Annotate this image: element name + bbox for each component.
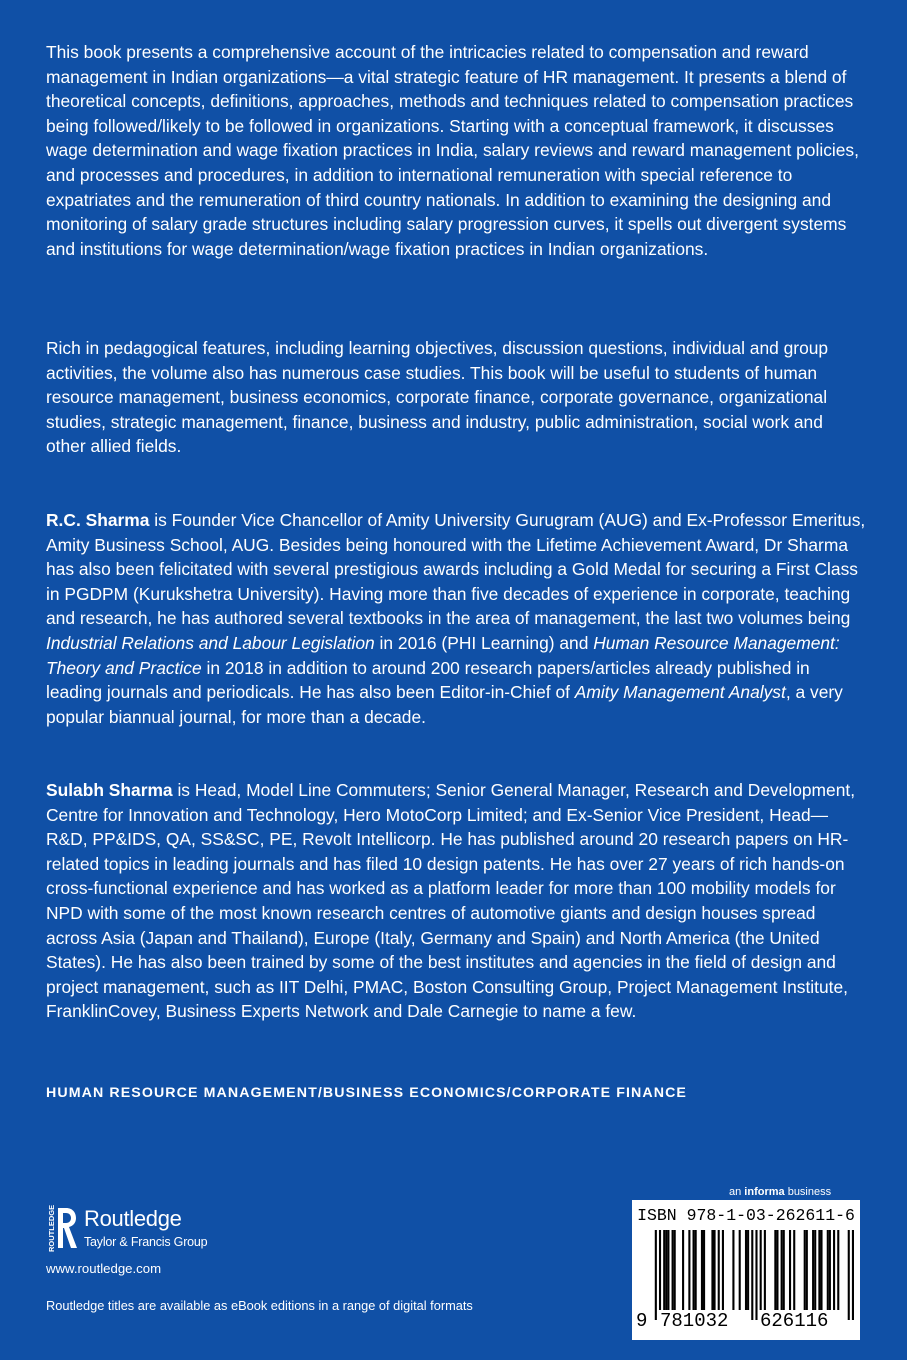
description-paragraph-1: This book presents a comprehensive account of the intricacies related to compensation and reward management in Indian organizations—a vital strategic feature of HR management. It presents a blend of theoretical concepts, definitions, approaches, methods and techniques related to compensation practices being followed/likely to be followed in organizations. Starting with a conceptual framework, it discusses wage determination and wage fixation practices in India, salary reviews and reward management policies, and processes and procedures, in addition to international remuneration with special reference to expatriates and the remuneration of third country nationals. In addition to examining the designing and monitoring of salary grade structures including salary progression curves, it spells out divergent systems and institutions for wage determination/wage fixation practices in Indian organizations. bbox=[46, 42, 859, 259]
author-name: R.C. Sharma bbox=[46, 510, 150, 530]
barcode-bar bbox=[760, 1230, 762, 1310]
bio-text: , a very popular biannual journal, for more than a decade. bbox=[46, 682, 843, 727]
barcode-bar bbox=[663, 1230, 665, 1310]
author-bio-rc-sharma bbox=[46, 508, 866, 729]
barcode-bar bbox=[755, 1230, 757, 1320]
isbn-label: ISBN 978-1-03-262611-6 bbox=[637, 1206, 855, 1225]
barcode-bar bbox=[688, 1230, 690, 1310]
barcode-bar bbox=[682, 1230, 684, 1310]
barcode-bar bbox=[718, 1230, 720, 1310]
barcode-bar bbox=[732, 1230, 734, 1310]
barcode-bar bbox=[711, 1230, 713, 1310]
barcode-bar bbox=[714, 1230, 716, 1310]
routledge-r-icon bbox=[44, 1204, 78, 1254]
barcode-bars bbox=[638, 1230, 854, 1320]
bio-text: in 2018 in addition to around 200 research papers/articles already published in leading journals and periodicals. He has also been Editor-in-Chief of bbox=[46, 657, 810, 703]
barcode-bar bbox=[812, 1230, 814, 1310]
barcode-digit-first: 9 bbox=[636, 1310, 648, 1332]
description-paragraph-2: Rich in pedagogical features, including learning objectives, discussion questions, individual and group activities, the volume also has numerous case studies. This book will be useful to students of human resource management, business economics, corporate finance, corporate governance, organizational studies, strategic management, finance, business and industry, public administration, social work and other allied fields. bbox=[46, 338, 829, 457]
informa-prefix: an bbox=[729, 1186, 745, 1198]
barcode-bar bbox=[814, 1230, 816, 1310]
subject-categories: HUMAN RESOURCE MANAGEMENT/BUSINESS ECONOMICS/CORPORATE FINANCE bbox=[46, 1085, 687, 1101]
barcode-bar bbox=[693, 1230, 695, 1310]
barcode-bar bbox=[827, 1230, 829, 1310]
barcode-bar bbox=[701, 1230, 703, 1310]
author-name: Sulabh Sharma bbox=[46, 780, 173, 800]
barcode-bar bbox=[774, 1230, 776, 1310]
informa-business-tag bbox=[729, 1186, 831, 1198]
publisher-group: Taylor & Francis Group bbox=[84, 1235, 208, 1249]
barcode-bar bbox=[739, 1230, 741, 1310]
barcode-bar bbox=[806, 1230, 808, 1310]
publisher-url[interactable]: www.routledge.com bbox=[46, 1261, 162, 1276]
barcode-bar bbox=[745, 1230, 747, 1310]
author-bio-sulabh-sharma bbox=[46, 778, 866, 1024]
barcode-bar bbox=[667, 1230, 669, 1310]
barcode-bar bbox=[833, 1230, 835, 1310]
barcode-bar bbox=[665, 1230, 667, 1310]
informa-suffix: business bbox=[784, 1186, 832, 1198]
barcode-bar bbox=[804, 1230, 806, 1310]
barcode-bar bbox=[674, 1230, 676, 1310]
barcode-bar bbox=[659, 1230, 661, 1320]
barcode-bar bbox=[783, 1230, 785, 1310]
barcode-bar bbox=[751, 1230, 753, 1320]
barcode-bar bbox=[848, 1230, 850, 1320]
journal-title: Amity Management Analyst bbox=[574, 682, 786, 703]
bio-text: is Founder Vice Chancellor of Amity University Gurugram (AUG) and Ex-Professor Emeritus, Amity Business School, AUG. Besides being honoured with the Lifetime Achievement Award, Dr Sharma has also been felicitated with several prestigious awards including a Gold Medal for securing a First Class in PGDPM (Kurukshetra University). Having more than five decades of experience in corporate, teaching and research, he has authored several textbooks in the area of management, the last two volumes being bbox=[46, 510, 866, 629]
bio-text: is Head, Model Line Commuters; Senior General Manager, Research and Development, Centre for Innovation and Technology, Hero MotoCorp Limited; and Ex-Senior Vice President, Head—R&D, PP&IDS, QA, SS&SC, PE, Revolt Intellicorp. He has published around 20 research papers on HR-related topics in leading journals and has filed 10 design patents. He has over 27 years of rich hands-on cross-functional experience and has worked as a platform leader for more than 100 mobility models for NPD with some of the most known research centres of automotive giants and design houses spread across Asia (Japan and Thailand), Europe (Italy, Germany and Spain) and North America (the United States). He has also been trained by some of the best institutes and agencies in the field of design and project management, such as IIT Delhi, PMAC, Boston Consulting Group, Project Management Institute, FranklinCovey, Business Experts Network and Dale Carnegie to name a few. bbox=[46, 780, 856, 1022]
barcode-bar bbox=[655, 1230, 657, 1320]
barcode-bar bbox=[764, 1230, 766, 1310]
publisher-name: Routledge bbox=[84, 1206, 182, 1231]
ebook-note: Routledge titles are available as eBook editions in a range of digital formats bbox=[46, 1298, 473, 1313]
barcode-bar bbox=[776, 1230, 778, 1310]
routledge-vertical-wordmark: ROUTLEDGE bbox=[47, 1204, 56, 1252]
barcode-bar bbox=[789, 1230, 791, 1310]
bio-text: in 2016 (PHI Learning) and bbox=[374, 632, 594, 653]
informa-brand: informa bbox=[744, 1186, 785, 1198]
barcode-bar bbox=[829, 1230, 831, 1310]
barcode-bar bbox=[703, 1230, 705, 1310]
barcode-bar bbox=[722, 1230, 724, 1310]
book-title: Human Resource Management: Theory and Practice bbox=[46, 632, 840, 678]
barcode-bar bbox=[781, 1230, 783, 1310]
barcode-bar bbox=[820, 1230, 822, 1310]
barcode-bar bbox=[747, 1230, 749, 1310]
barcode-bar bbox=[695, 1230, 697, 1310]
barcode-bar bbox=[837, 1230, 839, 1310]
barcode-digits-right: 626116 bbox=[760, 1310, 829, 1332]
barcode-bar bbox=[793, 1230, 795, 1310]
barcode-bar bbox=[818, 1230, 820, 1310]
routledge-logo bbox=[44, 1204, 234, 1254]
barcode-digits bbox=[632, 1310, 860, 1340]
barcode-bar bbox=[852, 1230, 854, 1320]
barcode-bar bbox=[672, 1230, 674, 1310]
barcode-digits-left: 781032 bbox=[660, 1310, 729, 1332]
isbn-barcode bbox=[632, 1200, 860, 1340]
book-title: Industrial Relations and Labour Legislation bbox=[46, 632, 375, 653]
